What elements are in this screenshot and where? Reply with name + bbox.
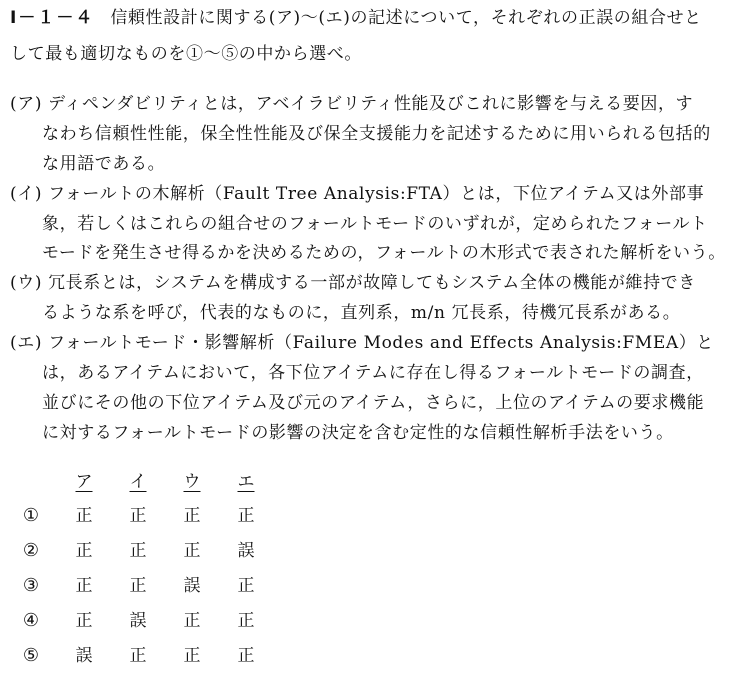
- option-number-1: ①: [22, 505, 40, 526]
- statement-c-line-2: るような系を呼び，代表的なものに，直列系，m/n 冗長系，待機冗長系がある。: [42, 303, 681, 323]
- statement-d-line-3: 並びにその他の下位アイテム及び元のアイテム，さらに，上位のアイテムの要求機能: [42, 393, 705, 413]
- table-header-d: エ: [237, 472, 255, 492]
- table-cell: 誤: [129, 611, 147, 631]
- table-cell: 誤: [183, 576, 201, 596]
- statement-a-line-2: なわち信頼性性能，保全性性能及び保全支援能力を記述するために用いられる包括的: [42, 124, 711, 144]
- table-cell: 正: [237, 611, 255, 631]
- table-cell: 正: [183, 646, 201, 666]
- table-cell: 正: [75, 576, 93, 596]
- table-cell: 正: [237, 576, 255, 596]
- table-cell: 正: [129, 506, 147, 526]
- table-cell: 正: [237, 646, 255, 666]
- table-cell: 正: [237, 506, 255, 526]
- table-cell: 正: [75, 611, 93, 631]
- table-cell: 正: [129, 576, 147, 596]
- statement-a-line-1: (ア) ディペンダビリティとは，アベイラビリティ性能及びこれに影響を与える要因，す: [10, 94, 694, 114]
- statement-d-line-4: に対するフォールトモードの影響の決定を含む定性的な信頼性解析手法をいう。: [42, 423, 674, 443]
- table-header-c: ウ: [183, 472, 201, 492]
- table-cell: 正: [129, 646, 147, 666]
- table-cell: 正: [129, 541, 147, 561]
- statement-b-line-3: モードを発生させ得るかを決めるための，フォールトの木形式で表された解析をいう。: [42, 243, 726, 263]
- statement-d-line-2: は，あるアイテムにおいて，各下位アイテムに存在し得るフォールトモードの調査，: [42, 363, 704, 383]
- table-cell: 正: [183, 611, 201, 631]
- question-stem-line-1: 信頼性設計に関する(ア)～(エ)の記述について，それぞれの正誤の組合せと: [110, 8, 702, 28]
- statement-b-line-1: (イ) フォールトの木解析（Fault Tree Analysis:FTA）とは，下位アイテム又は外部事: [10, 184, 705, 204]
- table-cell: 正: [75, 541, 93, 561]
- table-header-b: イ: [129, 472, 147, 492]
- table-cell: 正: [183, 541, 201, 561]
- option-number-3: ③: [22, 575, 40, 596]
- table-header-a: ア: [75, 472, 93, 492]
- question-number: Ⅰ－１－４: [10, 8, 95, 28]
- table-cell: 誤: [75, 646, 93, 666]
- option-number-5: ⑤: [22, 645, 40, 666]
- statement-b-line-2: 象，若しくはこれらの組合せのフォールトモードのいずれが，定められたフォールト: [42, 214, 708, 234]
- statement-c-line-1: (ウ) 冗長系とは，システムを構成する一部が故障してもシステム全体の機能が維持でき: [10, 273, 696, 293]
- option-number-4: ④: [22, 610, 40, 631]
- question-header: [10, 8, 702, 28]
- option-number-2: ②: [22, 540, 40, 561]
- table-cell: 正: [75, 506, 93, 526]
- statement-a-line-3: な用語である。: [42, 154, 166, 174]
- question-stem-line-2: して最も適切なものを①～⑤の中から選べ。: [10, 44, 362, 64]
- table-cell: 誤: [237, 541, 255, 561]
- table-cell: 正: [183, 506, 201, 526]
- statement-d-line-1: (エ) フォールトモード・影響解析（Failure Modes and Effects Analysis:FMEA）と: [10, 333, 714, 353]
